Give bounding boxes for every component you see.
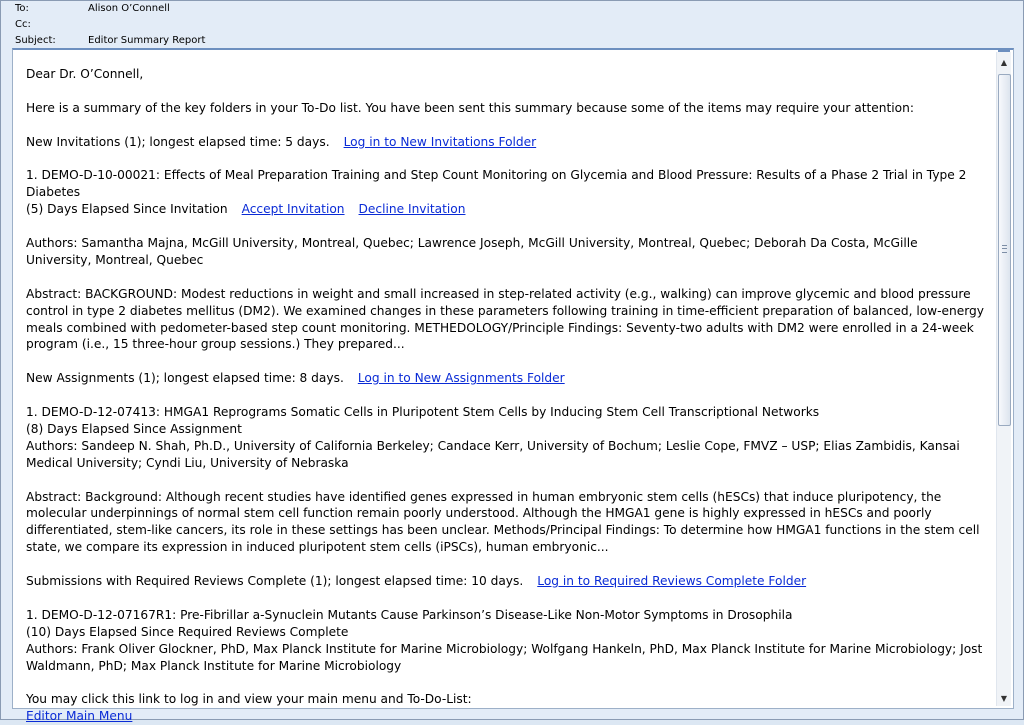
assignments-summary: New Assignments (1); longest elapsed time: 8 days. [26,371,344,386]
decline-invitation-link[interactable]: Decline Invitation [358,202,466,217]
review-elapsed: (10) Days Elapsed Since Required Reviews Complete [26,624,349,639]
invitations-summary-line [26,134,986,151]
intro-text: Here is a summary of the key folders in your To-Do list. You have been sent this summary because some of the items may require your attention: [26,100,914,115]
new-assignments-folder-link[interactable]: Log in to New Assignments Folder [357,371,565,386]
subject-field[interactable]: Editor Summary Report [88,35,206,46]
assignment-elapsed: (8) Days Elapsed Since Assignment [26,421,242,436]
to-label: To: [15,3,29,14]
reviews-summary-line [26,573,986,590]
required-reviews-folder-link[interactable]: Log in to Required Reviews Complete Folder [537,574,807,589]
scroll-thumb[interactable] [998,74,1011,426]
invitation-elapsed-line [26,201,986,218]
cc-label: Cc: [15,19,31,30]
invitation-item-title: 1. DEMO-D-10-00021: Effects of Meal Preparation Training and Step Count Monitoring on Glycemia and Blood Pressure: Results of a Phase 2 Trial in Type 2 Diabetes [26,168,967,200]
to-field[interactable]: Alison O’Connell [88,3,170,14]
thumb-grip-icon [1002,245,1007,253]
invitation-authors: Authors: Samantha Majna, McGill University, Montreal, Quebec; Lawrence Joseph, McGill University, Montreal, Quebec; Deborah Da Costa, McGille University, Montreal, Quebec [26,236,918,267]
scroll-up-arrow-icon[interactable]: ▲ [1000,58,1008,67]
invitation-abstract: Abstract: BACKGROUND: Modest reductions in weight and small increased in step-related activity (e.g., walking) can improve glycemic and blood pressure control in type 2 diabetes mellitus (DM2). We examined changes in these parameters following training in time-efficient preparation of balanced, low-energy meals combined with pedometer-based step count monitoring. METHEDOLOGY/Principle Findings: Seventy-two adults with DM2 were enrolled in a 24-week program (i.e., 15 three-hour group sessions.) They prepared... [26,286,984,352]
new-invitations-folder-link[interactable]: Log in to New Invitations Folder [343,134,537,149]
subject-label: Subject: [15,35,56,46]
vertical-scrollbar[interactable] [996,52,1011,706]
closing-text: You may click this link to log in and view your main menu and To-Do-List: [26,692,472,707]
assignment-authors: Authors: Sandeep N. Shah, Ph.D., University of California Berkeley; Candace Kerr, University of Bochum; Leslie Cope, FMVZ – USP; Elias Zambidis, Kansai Medical University; Cyndi Liu, University of Nebraska [26,438,960,470]
assignment-item-title: 1. DEMO-D-12-07413: HMGA1 Reprograms Somatic Cells in Pluripotent Stem Cells by Inducing Stem Cell Transcriptional Networks [26,405,820,420]
assignments-summary-line [26,370,986,387]
accept-invitation-link[interactable]: Accept Invitation [241,202,345,217]
scroll-down-arrow-icon[interactable]: ▼ [1000,694,1008,703]
reviews-summary: Submissions with Required Reviews Complete (1); longest elapsed time: 10 days. [26,574,524,589]
review-item-title: 1. DEMO-D-12-07167R1: Pre-Fibrillar a-Synuclein Mutants Cause Parkinson’s Disease-Like Non-Motor Symptoms in Drosophila [26,607,793,622]
greeting: Dear Dr. O’Connell, [26,67,144,81]
message-content [26,66,986,725]
invitations-summary: New Invitations (1); longest elapsed time: 5 days. [26,134,330,149]
message-body[interactable] [12,48,1014,724]
review-authors: Authors: Frank Oliver Glockner, PhD, Max Planck Institute for Marine Microbiology; Wolfgang Hankeln, PhD, Max Planck Institute for Marine Microbiology; Jost Waldmann, PhD; Max Planck Institute for Marine Microbiology [26,641,983,673]
invitation-elapsed: (5) Days Elapsed Since Invitation [26,202,228,217]
editor-main-menu-link[interactable]: Editor Main Menu [26,709,133,724]
assignment-abstract: Abstract: Background: Although recent studies have identified genes expressed in human embryonic stem cells (hESCs) that induce pluripotency, the molecular underpinnings of normal stem cell function remain poorly understood. Although the HMGA1 gene is highly expressed in hESCs and poorly differentiated, stem-like cancers, its role in these settings has been unclear. Methods/Principal Findings: To determine how HMGA1 functions in the stem cell state, we compare its expression in induced pluripotent stem cells (iPSCs), human embryonic... [26,489,980,555]
